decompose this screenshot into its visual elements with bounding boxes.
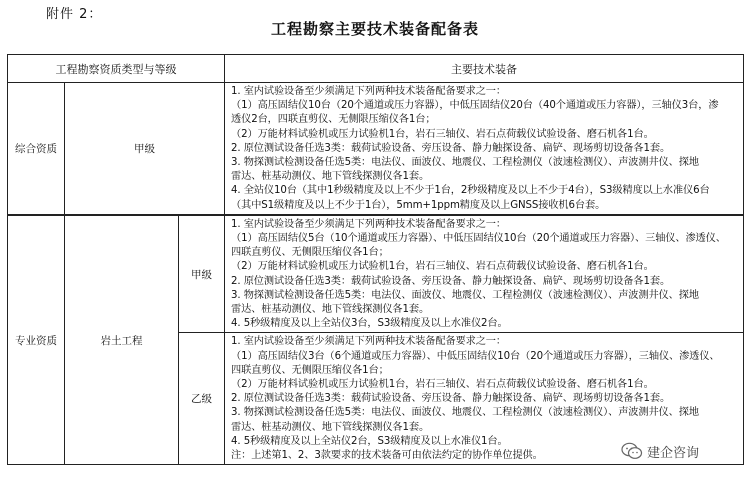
equipment-line: 4. 5秒级精度及以上全站仪3台，S3级精度及以上水准仪2台。 <box>231 318 508 330</box>
equipment-line: （其中S1级精度及以上不少于1台），5mm+1ppm精度及以上GNSS接收机6台套。 <box>231 199 606 211</box>
equipment-table <box>7 54 744 465</box>
equipment-line: 四联直剪仪、无侧限压缩仪各1台； <box>231 364 389 376</box>
qualification-grade: 乙级 <box>179 333 225 465</box>
header-equipment: 主要技术装备 <box>225 55 744 83</box>
attachment-label: 附件 2： <box>46 7 103 22</box>
table-header-row <box>8 55 744 83</box>
table-row-comprehensive <box>8 83 744 215</box>
equipment-line: 2. 原位测试设备任选3类：载荷试验设备、旁压设备、静力触探设备、扁铲、现场剪切设备各1套。 <box>231 393 671 405</box>
equipment-line: 雷达、桩基动测仪、地下管线探测仪各1套。 <box>231 304 430 316</box>
watermark <box>618 441 702 461</box>
equipment-line: 四联直剪仪、无侧限压缩仪各1台； <box>231 247 389 259</box>
qualification-category: 岩土工程 <box>65 215 179 465</box>
equipment-line: 1. 室内试验设备至少须满足下列两种技术装备配备要求之一： <box>231 86 506 97</box>
equipment-line: 1. 室内试验设备至少须满足下列两种技术装备配备要求之一： <box>231 336 506 348</box>
equipment-line: 3. 物探测试检测设备任选5类：电法仪、面波仪、地震仪、工程检测仪（波速检测仪）、声波测井仪、探地 <box>231 289 699 301</box>
equipment-line: （2）万能材料试验机或压力试验机1台，岩石三轴仪、岩石点荷载仪试验设备、磨石机各1台。 <box>231 128 654 140</box>
wechat-icon <box>621 442 643 460</box>
equipment-line: 4. 全站仪10台（其中1秒级精度及以上不少于1台，2秒级精度及以上不少于4台），S3级精度以上水准仪6台 <box>231 185 710 197</box>
page-title: 工程勘察主要技术装备配备表 <box>270 20 479 38</box>
equipment-line: 1. 室内试验设备至少须满足下列两种技术装备配备要求之一： <box>231 218 506 230</box>
header-qualification: 工程勘察资质类型与等级 <box>8 55 225 83</box>
equipment-line: 3. 物探测试检测设备任选5类：电法仪、面波仪、地震仪、工程检测仪（波速检测仪）、声波测井仪、探地 <box>231 157 699 169</box>
equipment-line: 透仪2台，四联直剪仪、无侧限压缩仪各1台； <box>231 114 436 126</box>
watermark-text: 建企咨询 <box>647 445 700 461</box>
equipment-line: 雷达、桩基动测仪、地下管线探测仪各1套。 <box>231 171 430 183</box>
equipment-line: 3. 物探测试检测设备任选5类：电法仪、面波仪、地震仪、工程检测仪（波速检测仪）、声波测井仪、探地 <box>231 407 699 419</box>
equipment-cell <box>225 215 744 333</box>
qualification-type: 专业资质 <box>8 215 65 465</box>
equipment-cell <box>225 83 744 215</box>
equipment-text <box>225 216 743 333</box>
table-row-professional-grade-a <box>8 215 744 333</box>
equipment-text <box>225 83 743 214</box>
equipment-line: （1）高压固结仪3台（6个通道或压力容器）、中低压固结仪10台（20个通道或压力容器），三轴仪、渗透仪、 <box>231 350 720 362</box>
equipment-line: 2. 原位测试设备任选3类：载荷试验设备、旁压设备、静力触探设备、扁铲、现场剪切设备各1套。 <box>231 142 671 154</box>
equipment-note: 注：上述第1、2、3款要求的技术装备可由依法约定的协作单位提供。 <box>231 450 543 462</box>
equipment-line: （2）万能材料试验机或压力试验机1台，岩石三轴仪、岩石点荷载仪试验设备、磨石机各1台。 <box>231 379 654 391</box>
equipment-line: （2）万能材料试验机或压力试验机1台，岩石三轴仪、岩石点荷载仪试验设备、磨石机各1台。 <box>231 261 654 273</box>
equipment-line: 4. 5秒级精度及以上全站仪2台，S3级精度及以上水准仪1台。 <box>231 435 508 447</box>
equipment-line: 2. 原位测试设备任选3类：载荷试验设备、旁压设备、静力触探设备、扁铲、现场剪切设备各1套。 <box>231 275 671 287</box>
equipment-line: （1）高压固结仪10台（20个通道或压力容器），中低压固结仪20台（40个通道或压力容器），三轴仪3台，渗 <box>231 100 719 112</box>
qualification-grade: 甲级 <box>179 215 225 333</box>
qualification-type: 综合资质 <box>8 83 65 215</box>
equipment-line: 雷达、桩基动测仪、地下管线探测仪各1套。 <box>231 421 430 433</box>
qualification-grade: 甲级 <box>65 83 225 215</box>
equipment-line: （1）高压固结仪5台（10个通道或压力容器）、中低压固结仪10台（20个通道或压力容器）、三轴仪、渗透仪、 <box>231 233 726 245</box>
